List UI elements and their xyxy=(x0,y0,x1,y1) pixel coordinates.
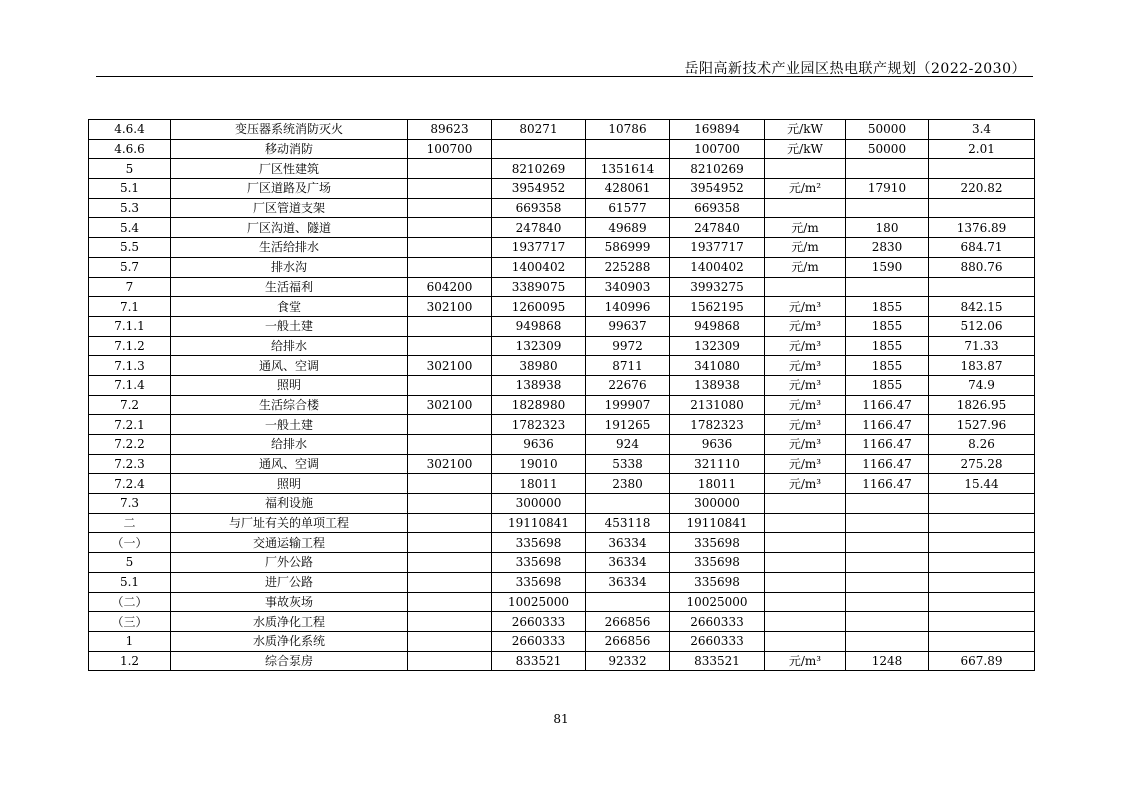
cell-unit xyxy=(765,513,846,533)
cell-unit-index: 667.89 xyxy=(929,651,1035,671)
cell-unit: 元/m² xyxy=(765,179,846,199)
table-row xyxy=(89,631,1035,651)
cell-unit xyxy=(765,494,846,514)
table-row xyxy=(89,159,1035,179)
cell-item-number: 7.2.4 xyxy=(89,474,171,494)
cell-item-number: 7.1.2 xyxy=(89,336,171,356)
cell-quantity: 1855 xyxy=(846,375,929,395)
cell-total-cost: 18011 xyxy=(670,474,765,494)
cell-quantity: 1855 xyxy=(846,297,929,317)
cell-unit xyxy=(765,533,846,553)
table-row xyxy=(89,592,1035,612)
cell-item-name: 给排水 xyxy=(171,336,408,356)
cell-item-number: 7.2.2 xyxy=(89,435,171,455)
cell-total-cost: 1937717 xyxy=(670,238,765,258)
cell-equipment-cost xyxy=(408,513,492,533)
cell-installation-cost: 199907 xyxy=(586,395,670,415)
cell-unit-index: 183.87 xyxy=(929,356,1035,376)
table-row xyxy=(89,435,1035,455)
cell-construction-cost: 2660333 xyxy=(492,631,586,651)
cell-item-number: 7.2.1 xyxy=(89,415,171,435)
cell-installation-cost: 8711 xyxy=(586,356,670,376)
cell-total-cost: 132309 xyxy=(670,336,765,356)
cell-unit-index: 275.28 xyxy=(929,454,1035,474)
cell-item-name: 福利设施 xyxy=(171,494,408,514)
cell-item-number: 7 xyxy=(89,277,171,297)
cell-total-cost: 8210269 xyxy=(670,159,765,179)
cell-unit xyxy=(765,553,846,573)
cell-construction-cost: 18011 xyxy=(492,474,586,494)
table-row xyxy=(89,316,1035,336)
header-divider xyxy=(96,76,1033,77)
page-number: 81 xyxy=(553,712,569,726)
cell-installation-cost: 586999 xyxy=(586,238,670,258)
cell-quantity xyxy=(846,198,929,218)
cell-unit: 元/m³ xyxy=(765,297,846,317)
cell-construction-cost: 138938 xyxy=(492,375,586,395)
cell-equipment-cost xyxy=(408,316,492,336)
cell-equipment-cost xyxy=(408,159,492,179)
cell-installation-cost: 140996 xyxy=(586,297,670,317)
cell-total-cost: 949868 xyxy=(670,316,765,336)
cell-unit-index xyxy=(929,277,1035,297)
cell-equipment-cost: 302100 xyxy=(408,297,492,317)
cell-equipment-cost xyxy=(408,198,492,218)
cell-installation-cost: 49689 xyxy=(586,218,670,238)
cell-equipment-cost xyxy=(408,651,492,671)
cell-installation-cost: 1351614 xyxy=(586,159,670,179)
cell-installation-cost: 266856 xyxy=(586,631,670,651)
cell-unit-index: 74.9 xyxy=(929,375,1035,395)
cell-equipment-cost xyxy=(408,533,492,553)
table-row xyxy=(89,474,1035,494)
cell-total-cost: 3993275 xyxy=(670,277,765,297)
cell-quantity: 1166.47 xyxy=(846,395,929,415)
table-row xyxy=(89,651,1035,671)
table-row xyxy=(89,336,1035,356)
cell-item-name: 排水沟 xyxy=(171,257,408,277)
cell-equipment-cost: 100700 xyxy=(408,139,492,159)
cell-unit: 元/m³ xyxy=(765,651,846,671)
cell-construction-cost: 3389075 xyxy=(492,277,586,297)
table-row xyxy=(89,375,1035,395)
cell-item-number: 1 xyxy=(89,631,171,651)
cell-item-number: 5.1 xyxy=(89,572,171,592)
cell-item-number: 4.6.4 xyxy=(89,120,171,140)
cell-total-cost: 335698 xyxy=(670,533,765,553)
cell-construction-cost: 8210269 xyxy=(492,159,586,179)
table-row xyxy=(89,553,1035,573)
cell-item-number: 5 xyxy=(89,159,171,179)
table-row xyxy=(89,494,1035,514)
cell-item-number: （三） xyxy=(89,612,171,632)
cell-item-name: 生活给排水 xyxy=(171,238,408,258)
cell-unit: 元/m³ xyxy=(765,474,846,494)
cell-equipment-cost xyxy=(408,218,492,238)
cell-unit xyxy=(765,572,846,592)
cell-unit xyxy=(765,612,846,632)
table-row xyxy=(89,218,1035,238)
cell-item-name: 进厂公路 xyxy=(171,572,408,592)
cell-item-name: 厂区性建筑 xyxy=(171,159,408,179)
cell-unit-index: 71.33 xyxy=(929,336,1035,356)
cell-total-cost: 2660333 xyxy=(670,631,765,651)
table-row xyxy=(89,120,1035,140)
cell-equipment-cost xyxy=(408,631,492,651)
cell-total-cost: 3954952 xyxy=(670,179,765,199)
cell-unit-index xyxy=(929,159,1035,179)
cell-equipment-cost: 89623 xyxy=(408,120,492,140)
cell-unit: 元/kW xyxy=(765,120,846,140)
cell-equipment-cost: 302100 xyxy=(408,395,492,415)
cell-installation-cost: 428061 xyxy=(586,179,670,199)
cell-quantity xyxy=(846,494,929,514)
cell-item-number: 5.7 xyxy=(89,257,171,277)
cell-quantity: 50000 xyxy=(846,120,929,140)
cell-quantity: 1855 xyxy=(846,356,929,376)
cell-total-cost: 2131080 xyxy=(670,395,765,415)
cell-installation-cost: 225288 xyxy=(586,257,670,277)
cell-item-name: 厂区沟道、隧道 xyxy=(171,218,408,238)
cell-installation-cost: 453118 xyxy=(586,513,670,533)
cell-total-cost: 341080 xyxy=(670,356,765,376)
cell-item-name: 移动消防 xyxy=(171,139,408,159)
cell-item-number: 7.1.1 xyxy=(89,316,171,336)
cell-unit-index xyxy=(929,198,1035,218)
cell-installation-cost: 36334 xyxy=(586,533,670,553)
cell-unit xyxy=(765,198,846,218)
cell-installation-cost: 340903 xyxy=(586,277,670,297)
cell-unit-index: 2.01 xyxy=(929,139,1035,159)
cell-equipment-cost xyxy=(408,375,492,395)
cell-total-cost: 300000 xyxy=(670,494,765,514)
cell-installation-cost: 22676 xyxy=(586,375,670,395)
cell-quantity xyxy=(846,553,929,573)
cell-equipment-cost: 302100 xyxy=(408,454,492,474)
cell-quantity: 1248 xyxy=(846,651,929,671)
cell-quantity xyxy=(846,277,929,297)
cell-construction-cost: 19110841 xyxy=(492,513,586,533)
cell-item-number: 5.3 xyxy=(89,198,171,218)
cell-installation-cost xyxy=(586,592,670,612)
cell-equipment-cost xyxy=(408,257,492,277)
cell-unit-index: 842.15 xyxy=(929,297,1035,317)
cost-estimate-table xyxy=(88,119,1035,671)
cell-construction-cost: 19010 xyxy=(492,454,586,474)
table-row xyxy=(89,356,1035,376)
cell-construction-cost: 949868 xyxy=(492,316,586,336)
cell-installation-cost: 9972 xyxy=(586,336,670,356)
cell-quantity: 1166.47 xyxy=(846,435,929,455)
cell-item-name: 厂区管道支架 xyxy=(171,198,408,218)
table-row xyxy=(89,612,1035,632)
cell-construction-cost: 669358 xyxy=(492,198,586,218)
table-row xyxy=(89,198,1035,218)
cell-unit: 元/kW xyxy=(765,139,846,159)
cell-item-name: 厂外公路 xyxy=(171,553,408,573)
cell-item-number: 7.2 xyxy=(89,395,171,415)
cell-construction-cost: 1260095 xyxy=(492,297,586,317)
cell-installation-cost: 36334 xyxy=(586,572,670,592)
cell-total-cost: 1782323 xyxy=(670,415,765,435)
cell-item-number: 5 xyxy=(89,553,171,573)
cell-item-name: 综合泵房 xyxy=(171,651,408,671)
cell-quantity xyxy=(846,631,929,651)
table-row xyxy=(89,533,1035,553)
cell-total-cost: 1562195 xyxy=(670,297,765,317)
cell-unit-index xyxy=(929,533,1035,553)
cell-construction-cost: 247840 xyxy=(492,218,586,238)
cell-total-cost: 9636 xyxy=(670,435,765,455)
cell-unit: 元/m³ xyxy=(765,316,846,336)
cell-total-cost: 335698 xyxy=(670,572,765,592)
table-row xyxy=(89,395,1035,415)
cell-item-number: 7.3 xyxy=(89,494,171,514)
cell-quantity: 1166.47 xyxy=(846,415,929,435)
cell-quantity: 17910 xyxy=(846,179,929,199)
table-body xyxy=(89,120,1035,671)
cell-unit: 元/m³ xyxy=(765,435,846,455)
cell-item-name: 通风、空调 xyxy=(171,356,408,376)
cell-unit-index: 880.76 xyxy=(929,257,1035,277)
cell-installation-cost xyxy=(586,494,670,514)
cell-equipment-cost: 302100 xyxy=(408,356,492,376)
cell-unit-index: 512.06 xyxy=(929,316,1035,336)
cell-quantity: 50000 xyxy=(846,139,929,159)
cell-total-cost: 10025000 xyxy=(670,592,765,612)
cell-item-number: 1.2 xyxy=(89,651,171,671)
table-row xyxy=(89,513,1035,533)
cell-item-name: 生活综合楼 xyxy=(171,395,408,415)
cell-item-name: 一般土建 xyxy=(171,316,408,336)
table-row xyxy=(89,277,1035,297)
cell-item-name: 通风、空调 xyxy=(171,454,408,474)
cell-total-cost: 669358 xyxy=(670,198,765,218)
cell-unit-index xyxy=(929,572,1035,592)
cell-item-name: 厂区道路及广场 xyxy=(171,179,408,199)
cell-item-number: 4.6.6 xyxy=(89,139,171,159)
document-header-title: 岳阳高新技术产业园区热电联产规划（2022-2030） xyxy=(684,61,1026,77)
cell-total-cost: 19110841 xyxy=(670,513,765,533)
cell-item-number: 5.1 xyxy=(89,179,171,199)
cell-unit: 元/m³ xyxy=(765,336,846,356)
cell-unit: 元/m xyxy=(765,218,846,238)
cell-unit xyxy=(765,631,846,651)
cell-item-name: 事故灰场 xyxy=(171,592,408,612)
cell-unit xyxy=(765,592,846,612)
cell-unit: 元/m³ xyxy=(765,454,846,474)
cell-unit-index xyxy=(929,592,1035,612)
cell-construction-cost: 2660333 xyxy=(492,612,586,632)
cell-item-name: 交通运输工程 xyxy=(171,533,408,553)
cell-construction-cost: 9636 xyxy=(492,435,586,455)
cell-item-name: 照明 xyxy=(171,375,408,395)
cell-item-name: 生活福利 xyxy=(171,277,408,297)
cell-installation-cost: 36334 xyxy=(586,553,670,573)
cell-installation-cost: 2380 xyxy=(586,474,670,494)
table-row xyxy=(89,572,1035,592)
cell-installation-cost: 924 xyxy=(586,435,670,455)
cell-equipment-cost xyxy=(408,494,492,514)
cell-unit-index: 1826.95 xyxy=(929,395,1035,415)
cell-construction-cost: 1400402 xyxy=(492,257,586,277)
cell-item-number: 7.1.4 xyxy=(89,375,171,395)
cell-equipment-cost xyxy=(408,435,492,455)
cell-unit xyxy=(765,159,846,179)
table-row xyxy=(89,415,1035,435)
cell-unit: 元/m xyxy=(765,238,846,258)
cell-unit-index: 220.82 xyxy=(929,179,1035,199)
cell-installation-cost: 5338 xyxy=(586,454,670,474)
cell-construction-cost: 1828980 xyxy=(492,395,586,415)
cell-equipment-cost xyxy=(408,336,492,356)
cell-quantity: 1166.47 xyxy=(846,474,929,494)
cell-item-name: 照明 xyxy=(171,474,408,494)
cell-installation-cost: 92332 xyxy=(586,651,670,671)
cell-unit: 元/m³ xyxy=(765,356,846,376)
cell-item-name: 水质净化系统 xyxy=(171,631,408,651)
cell-equipment-cost xyxy=(408,612,492,632)
cell-equipment-cost xyxy=(408,572,492,592)
cell-unit: 元/m³ xyxy=(765,395,846,415)
cell-installation-cost: 266856 xyxy=(586,612,670,632)
cell-item-number: （一） xyxy=(89,533,171,553)
cell-unit-index: 15.44 xyxy=(929,474,1035,494)
cell-quantity xyxy=(846,533,929,553)
cell-quantity xyxy=(846,572,929,592)
cell-construction-cost: 132309 xyxy=(492,336,586,356)
cell-total-cost: 335698 xyxy=(670,553,765,573)
cell-item-name: 给排水 xyxy=(171,435,408,455)
cell-construction-cost: 1937717 xyxy=(492,238,586,258)
cell-equipment-cost xyxy=(408,474,492,494)
cell-item-name: 与厂址有关的单项工程 xyxy=(171,513,408,533)
cell-installation-cost: 10786 xyxy=(586,120,670,140)
cell-unit-index xyxy=(929,513,1035,533)
cell-construction-cost xyxy=(492,139,586,159)
cell-unit-index: 1527.96 xyxy=(929,415,1035,435)
cell-item-number: 二 xyxy=(89,513,171,533)
cell-construction-cost: 80271 xyxy=(492,120,586,140)
cell-quantity xyxy=(846,513,929,533)
cell-quantity: 1855 xyxy=(846,316,929,336)
table-row xyxy=(89,179,1035,199)
cell-unit-index xyxy=(929,631,1035,651)
cell-item-number: 7.2.3 xyxy=(89,454,171,474)
cell-construction-cost: 335698 xyxy=(492,533,586,553)
cell-total-cost: 833521 xyxy=(670,651,765,671)
cell-unit xyxy=(765,277,846,297)
cell-construction-cost: 3954952 xyxy=(492,179,586,199)
cell-item-name: 变压器系统消防灭火 xyxy=(171,120,408,140)
cell-unit-index: 684.71 xyxy=(929,238,1035,258)
cell-unit-index: 3.4 xyxy=(929,120,1035,140)
cell-equipment-cost xyxy=(408,592,492,612)
cell-unit-index xyxy=(929,553,1035,573)
table-row xyxy=(89,238,1035,258)
cell-item-name: 一般土建 xyxy=(171,415,408,435)
table-row xyxy=(89,139,1035,159)
cell-total-cost: 100700 xyxy=(670,139,765,159)
cell-installation-cost: 191265 xyxy=(586,415,670,435)
cell-quantity: 1590 xyxy=(846,257,929,277)
cell-item-name: 食堂 xyxy=(171,297,408,317)
cell-equipment-cost xyxy=(408,553,492,573)
cell-equipment-cost xyxy=(408,415,492,435)
cell-quantity: 2830 xyxy=(846,238,929,258)
cell-installation-cost: 61577 xyxy=(586,198,670,218)
cell-construction-cost: 10025000 xyxy=(492,592,586,612)
cell-quantity xyxy=(846,612,929,632)
cell-unit: 元/m xyxy=(765,257,846,277)
cell-unit-index xyxy=(929,612,1035,632)
cell-quantity xyxy=(846,159,929,179)
cell-quantity: 1855 xyxy=(846,336,929,356)
cell-equipment-cost xyxy=(408,179,492,199)
cell-total-cost: 2660333 xyxy=(670,612,765,632)
cell-equipment-cost: 604200 xyxy=(408,277,492,297)
cell-construction-cost: 335698 xyxy=(492,572,586,592)
cell-quantity xyxy=(846,592,929,612)
cell-construction-cost: 38980 xyxy=(492,356,586,376)
cell-item-number: 5.5 xyxy=(89,238,171,258)
cell-equipment-cost xyxy=(408,238,492,258)
cell-total-cost: 321110 xyxy=(670,454,765,474)
cell-construction-cost: 1782323 xyxy=(492,415,586,435)
cell-total-cost: 247840 xyxy=(670,218,765,238)
cell-installation-cost: 99637 xyxy=(586,316,670,336)
table-row xyxy=(89,257,1035,277)
cell-quantity: 180 xyxy=(846,218,929,238)
cell-item-number: 7.1.3 xyxy=(89,356,171,376)
cell-construction-cost: 833521 xyxy=(492,651,586,671)
cell-total-cost: 1400402 xyxy=(670,257,765,277)
cell-quantity: 1166.47 xyxy=(846,454,929,474)
table-row xyxy=(89,297,1035,317)
table-row xyxy=(89,454,1035,474)
cell-unit: 元/m³ xyxy=(765,375,846,395)
cell-construction-cost: 335698 xyxy=(492,553,586,573)
cell-item-number: （二） xyxy=(89,592,171,612)
cell-total-cost: 138938 xyxy=(670,375,765,395)
cell-construction-cost: 300000 xyxy=(492,494,586,514)
cell-item-name: 水质净化工程 xyxy=(171,612,408,632)
cell-item-number: 7.1 xyxy=(89,297,171,317)
cell-total-cost: 169894 xyxy=(670,120,765,140)
cell-unit: 元/m³ xyxy=(765,415,846,435)
cell-installation-cost xyxy=(586,139,670,159)
cell-unit-index: 8.26 xyxy=(929,435,1035,455)
cell-unit-index xyxy=(929,494,1035,514)
cell-unit-index: 1376.89 xyxy=(929,218,1035,238)
cell-item-number: 5.4 xyxy=(89,218,171,238)
